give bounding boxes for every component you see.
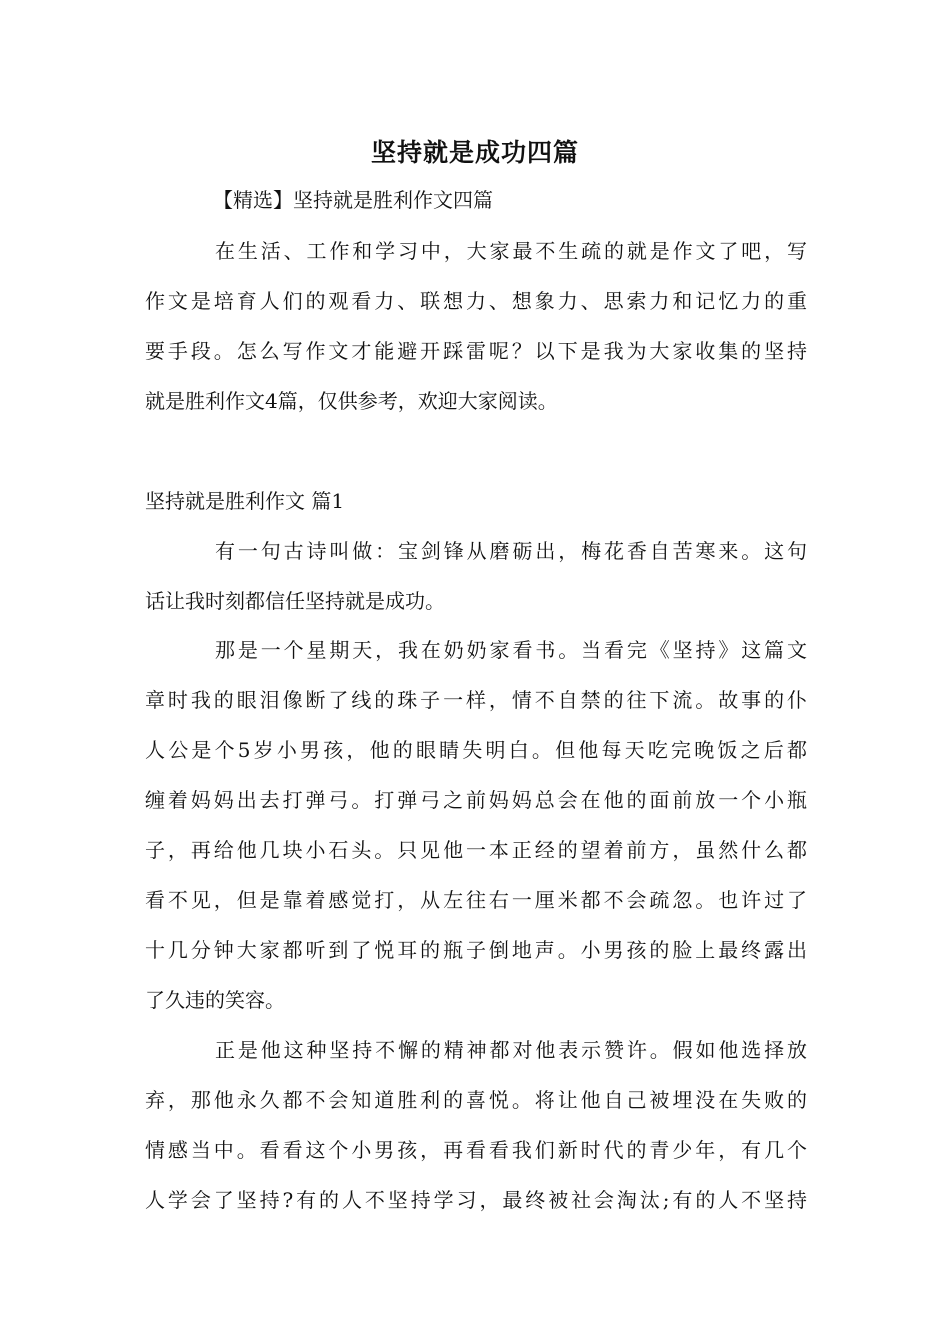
paragraph-line: 缠着妈妈出去打弹弓。打弹弓之前妈妈总会在他的面前放一个小瓶 (145, 788, 807, 812)
section-heading: 坚持就是胜利作文 篇1 (145, 489, 345, 513)
paragraph-line: 就是胜利作文4篇，仅供参考，欢迎大家阅读。 (145, 389, 558, 413)
paragraph-line: 人学会了坚持?有的人不坚持学习，最终被社会淘汰;有的人不坚持 (145, 1188, 807, 1212)
paragraph-line: 章时我的眼泪像断了线的珠子一样，情不自禁的往下流。故事的仆 (145, 688, 807, 712)
document-subtitle: 【精选】坚持就是胜利作文四篇 (213, 188, 493, 212)
paragraph-line: 那是一个星期天，我在奶奶家看书。当看完《坚持》这篇文 (215, 638, 807, 662)
paragraph-line: 正是他这种坚持不懈的精神都对他表示赞许。假如他选择放 (215, 1038, 807, 1062)
paragraph-line: 子，再给他几块小石头。只见他一本正经的望着前方，虽然什么都 (145, 838, 807, 862)
paragraph-line: 情感当中。看看这个小男孩，再看看我们新时代的青少年，有几个 (145, 1138, 807, 1162)
paragraph-line: 作文是培育人们的观看力、联想力、想象力、思索力和记忆力的重 (145, 289, 807, 313)
paragraph-line: 要手段。怎么写作文才能避开踩雷呢？以下是我为大家收集的坚持 (145, 339, 807, 363)
paragraph-line: 在生活、工作和学习中，大家最不生疏的就是作文了吧，写 (215, 239, 807, 263)
paragraph-line: 有一句古诗叫做：宝剑锋从磨砺出，梅花香自苦寒来。这句 (215, 539, 807, 563)
paragraph-line: 了久违的笑容。 (145, 988, 285, 1012)
paragraph-line: 十几分钟大家都听到了悦耳的瓶子倒地声。小男孩的脸上最终露出 (145, 938, 807, 962)
paragraph-line: 人公是个5岁小男孩，他的眼睛失明白。但他每天吃完晚饭之后都 (145, 738, 807, 762)
paragraph-line: 弃，那他永久都不会知道胜利的喜悦。将让他自己被埋没在失败的 (145, 1088, 807, 1112)
document-title: 坚持就是成功四篇 (370, 138, 579, 167)
paragraph-line: 话让我时刻都信任坚持就是成功。 (145, 589, 445, 613)
paragraph-line: 看不见，但是靠着感觉打，从左往右一厘米都不会疏忽。也许过了 (145, 888, 807, 912)
